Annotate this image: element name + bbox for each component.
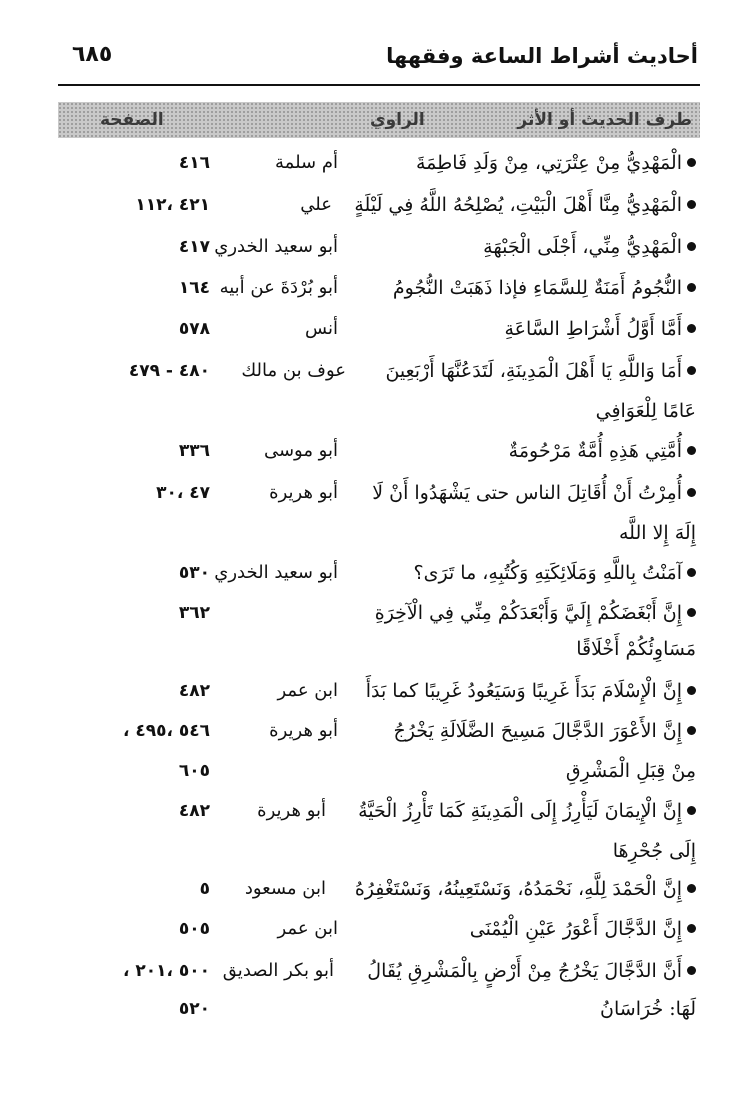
page-ref-continuation: ٦٠٥ [178,761,210,781]
index-entry [0,914,746,952]
page-ref: ٤٨٠ - ٤٧٩ [128,361,210,381]
page-ref: ٤٧ ،٣٠ [156,483,210,503]
index-entry [0,273,746,311]
page-ref: ٥٠٥ [178,919,210,939]
page-ref: ٥٣٠ [178,563,210,583]
running-title: أحاديث أشراط الساعة وفقهها [386,44,698,68]
page-ref: ٤١٧ [178,237,210,257]
index-entry [0,314,746,352]
bullet-icon [687,966,696,975]
bullet-icon [687,446,696,455]
bullet-icon [687,726,696,735]
index-entry [0,716,746,754]
narrator: ابن عمر [277,680,338,701]
hadith-text: الْمَهْدِيُّ مِنَّا أَهْلَ الْبَيْتِ، يُصْلِحُهُ اللَّهُ فِي لَيْلَةٍ [354,194,682,216]
hadith-text: الْمَهْدِيُّ مِنِّي، أَجْلَى الْجَبْهَةِ [483,236,682,258]
bullet-icon [687,324,696,333]
narrator: أبو سعيد الخدري [214,562,338,583]
page-ref: ٣٣٦ [178,441,210,461]
page-ref: ٤١٦ [178,153,210,173]
header-rule [58,84,700,86]
hadith-text: إِنَّ الْحَمْدَ لِلَّهِ، نَحْمَدُهُ، وَنَسْتَعِينُهُ، وَنَسْتَغْفِرُهُ [354,878,682,900]
bullet-icon [687,283,696,292]
page-ref: ٥٠٠ ،٢٠١ ، [122,961,210,981]
bullet-icon [687,924,696,933]
index-entry [0,478,746,516]
hadith-text: النُّجُومُ أَمَنَةٌ لِلسَّمَاءِ فإذا ذَهَبَتْ النُّجُومُ [392,277,682,299]
bullet-icon [687,366,696,375]
narrator: أبو سعيد الخدري [214,236,338,257]
page-ref: ٤٨٢ [178,801,210,821]
index-entry [0,558,746,596]
index-entry-continuation [0,756,746,794]
index-entry [0,956,746,994]
narrator: أبو بُرْدَةَ عن أبيه [219,277,338,298]
bullet-icon [687,608,696,617]
hadith-text: إِنَّ الْإِسْلَامَ بَدَأَ غَرِيبًا وَسَيَعُودُ غَرِيبًا كما بَدَأَ [365,680,682,702]
index-entry [0,232,746,270]
narrator: أبو بكر الصديق [222,960,334,981]
hadith-text: إِنَّ الدَّجَّالَ أَعْوَرُ عَيْنِ الْيُمْنَى [469,918,682,940]
page-ref-continuation: ٥٢٠ [178,999,210,1019]
page-ref: ٤٢١ ،١١٢ [135,195,210,215]
bullet-icon [687,488,696,497]
page-ref: ٥٤٦ ،٤٩٥ ، [122,721,210,741]
column-header-page: الصفحة [100,110,164,130]
page-ref: ١٦٤ [178,278,210,298]
bullet-icon [687,884,696,893]
narrator: أم سلمة [275,152,338,173]
index-entry [0,190,746,228]
page-number: ٦٨٥ [72,42,113,67]
bullet-icon [687,200,696,209]
index-entry-continuation [0,396,746,434]
index-entry-continuation [0,836,746,874]
hadith-text-continuation: إِلَى جُحْرِهَا [612,840,696,862]
index-entry [0,676,746,714]
hadith-text-continuation: إِلَهَ إِلا اللَّه [619,522,696,544]
hadith-text: أَمَا وَاللَّهِ يَا أَهْلَ الْمَدِينَةِ، لَتَدَعُنَّهَا أَرْبَعِينَ [385,360,682,382]
hadith-text: آمَنْتُ بِاللَّهِ وَمَلَائِكَتِهِ وَكُتُبِهِ، ما تَرَى؟ [413,562,682,584]
hadith-text: أُمَّتِي هَذِهِ أُمَّةٌ مَرْحُومَةٌ [508,440,682,462]
hadith-text: أُمِرْتُ أَنْ أُقَاتِلَ الناس حتى يَشْهَدُوا أَنْ لَا [372,482,682,504]
index-entry [0,796,746,834]
hadith-text-continuation: مِنْ قِبَلِ الْمَشْرِقِ [565,760,696,782]
narrator: علي [300,194,332,215]
bullet-icon [687,686,696,695]
hadith-text-continuation: عَامًا لِلْعَوَافِي [595,400,696,422]
index-entry [0,436,746,474]
page-ref: ٣٦٢ [178,603,210,623]
page-ref: ٥٧٨ [178,319,210,339]
narrator: ابن عمر [277,918,338,939]
narrator: أبو هريرة [257,800,326,821]
bullet-icon [687,158,696,167]
index-entry-continuation [0,634,746,672]
bullet-icon [687,806,696,815]
hadith-text: إِنَّ أَبْغَضَكُمْ إِلَيَّ وَأَبْعَدَكُمْ مِنِّي فِي الْآخِرَةِ [374,602,682,624]
hadith-text: إِنَّ الْإِيمَانَ لَيَأْرِزُ إِلَى الْمَدِينَةِ كَمَا تَأْرِزُ الْحَيَّةُ [358,800,682,822]
index-entry [0,356,746,394]
narrator: أبو هريرة [269,482,338,503]
index-entry-continuation [0,518,746,556]
bullet-icon [687,568,696,577]
column-header-text: طرف الحديث أو الأثر [517,110,692,130]
hadith-text-continuation: لَهَا: خُرَاسَانُ [600,998,696,1020]
page-ref: ٥ [199,879,210,899]
index-entry-continuation [0,994,746,1032]
narrator: ابن مسعود [244,878,326,899]
hadith-text: الْمَهْدِيُّ مِنْ عِتْرَتِي، مِنْ وَلَدِ فَاطِمَةَ [415,152,682,174]
hadith-text: إِنَّ الأَعْوَرَ الدَّجَّالَ مَسِيحَ الضَّلَالَةِ يَخْرُجُ [393,720,682,742]
narrator: عوف بن مالك [241,360,346,381]
index-entry [0,598,746,636]
hadith-text: أَنَّ الدَّجَّالَ يَخْرُجُ مِنْ أَرْضٍ بِالْمَشْرِقِ يُقَالُ [367,960,682,982]
column-header-bar [58,102,700,138]
page-ref: ٤٨٢ [178,681,210,701]
index-entry [0,874,746,912]
column-header-narrator: الراوي [370,110,425,130]
bullet-icon [687,242,696,251]
narrator: أبو هريرة [269,720,338,741]
narrator: أبو موسى [263,440,338,461]
hadith-text: أَمَّا أَوَّلُ أَشْرَاطِ السَّاعَةِ [504,318,682,340]
narrator: أنس [305,318,338,339]
hadith-text-continuation: مَسَاوِئُكُمْ أَخْلَاقًا [576,638,696,660]
index-entry [0,148,746,186]
